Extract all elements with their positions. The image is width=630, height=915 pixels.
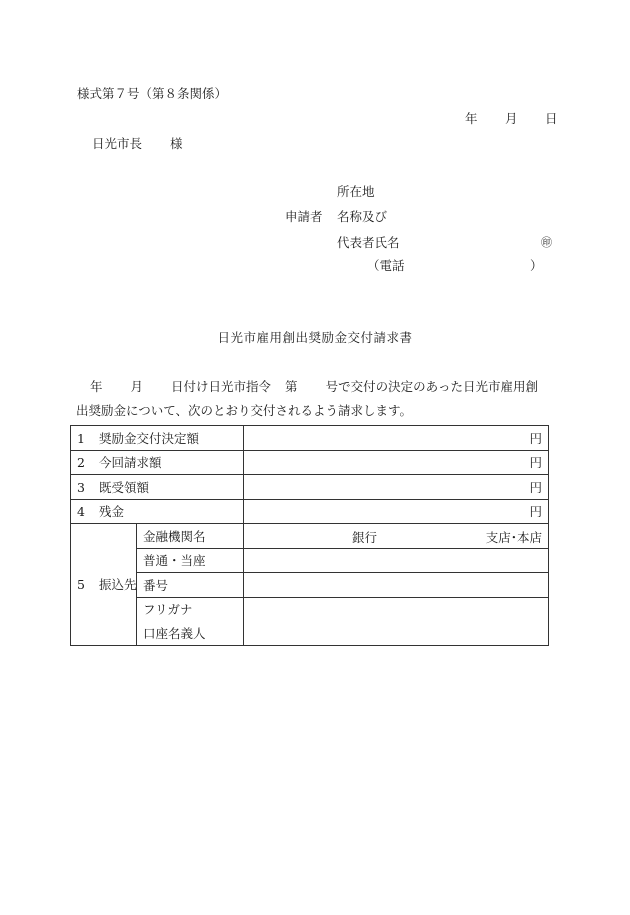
table-row: [71, 499, 549, 524]
table-row: [71, 524, 549, 549]
amount-field[interactable]: [244, 450, 549, 475]
table-row: [71, 426, 549, 451]
phone-close-paren: ）: [530, 258, 543, 273]
yen-unit: 円: [529, 455, 542, 471]
account-holder-label: 口座名義人: [137, 621, 244, 645]
date-line: [465, 111, 558, 127]
account-type-label: 普通・当座: [137, 548, 244, 573]
date-month-label: 月: [505, 111, 518, 126]
claim-table: [70, 425, 549, 646]
body-designation-text: 日付け日光市指令: [171, 379, 272, 394]
row-number: 2: [77, 455, 85, 471]
addressee: [92, 136, 183, 152]
form-number: 様式第７号（第８条関係）: [77, 86, 228, 101]
yen-unit: 円: [529, 479, 542, 495]
amount-field[interactable]: [244, 475, 549, 500]
kana-label: フリガナ: [137, 597, 244, 621]
bank-suffix: 銀行: [352, 530, 378, 545]
date-day-label: 日: [545, 111, 558, 126]
body-month-label: 月: [130, 379, 144, 394]
yen-unit: 円: [529, 430, 542, 446]
body-text-line-1: [76, 379, 538, 395]
account-holder-field[interactable]: [244, 597, 549, 645]
row-label-cell: [71, 450, 244, 475]
row-number: 4: [77, 504, 85, 520]
addressee-honorific: 様: [170, 136, 183, 151]
remittance-label: 振込先: [99, 577, 137, 593]
institution-field[interactable]: [244, 524, 549, 549]
amount-field[interactable]: [244, 499, 549, 524]
row-number: 5: [77, 577, 85, 593]
date-year-label: 年: [465, 111, 478, 126]
body-year-label: 年: [90, 379, 103, 394]
row-number: 3: [77, 479, 85, 495]
body-line1-rest: 号で交付の決定のあった日光市雇用創: [325, 379, 538, 394]
addressee-name: 日光市長: [92, 136, 143, 151]
amount-field[interactable]: [244, 426, 549, 451]
remittance-label-cell: [71, 524, 137, 646]
table-row: [71, 548, 549, 573]
account-number-label: 番号: [137, 573, 244, 598]
row-label: 残金: [99, 504, 125, 520]
body-text-line-2: 出奨励金について、次のとおり交付されるよう請求します。: [76, 403, 413, 418]
row-label: 今回請求額: [99, 455, 162, 471]
applicant-name-label: 名称及び: [337, 209, 388, 224]
row-label-cell: [71, 499, 244, 524]
row-label-cell: [71, 475, 244, 500]
row-label-cell: [71, 426, 244, 451]
phone-label: （電話: [367, 258, 405, 273]
row-number: 1: [77, 430, 85, 446]
body-number-prefix: 第: [285, 379, 298, 394]
applicant-role-label: 申請者: [285, 209, 323, 224]
account-type-field[interactable]: [244, 548, 549, 573]
table-row: [71, 475, 549, 500]
seal-mark: ㊞: [541, 236, 552, 249]
yen-unit: 円: [529, 504, 542, 520]
document-title: 日光市雇用創出奨励金交付請求書: [217, 330, 413, 345]
row-label: 奨励金交付決定額: [99, 430, 200, 446]
table-row: [71, 450, 549, 475]
branch-suffix: 支店･本店: [485, 530, 542, 545]
representative-label: 代表者氏名: [337, 235, 400, 250]
account-number-field[interactable]: [244, 573, 549, 598]
table-row: [71, 597, 549, 621]
applicant-address-label: 所在地: [337, 184, 375, 199]
institution-label: 金融機関名: [137, 524, 244, 549]
row-label: 既受領額: [99, 479, 150, 495]
table-row: [71, 573, 549, 598]
